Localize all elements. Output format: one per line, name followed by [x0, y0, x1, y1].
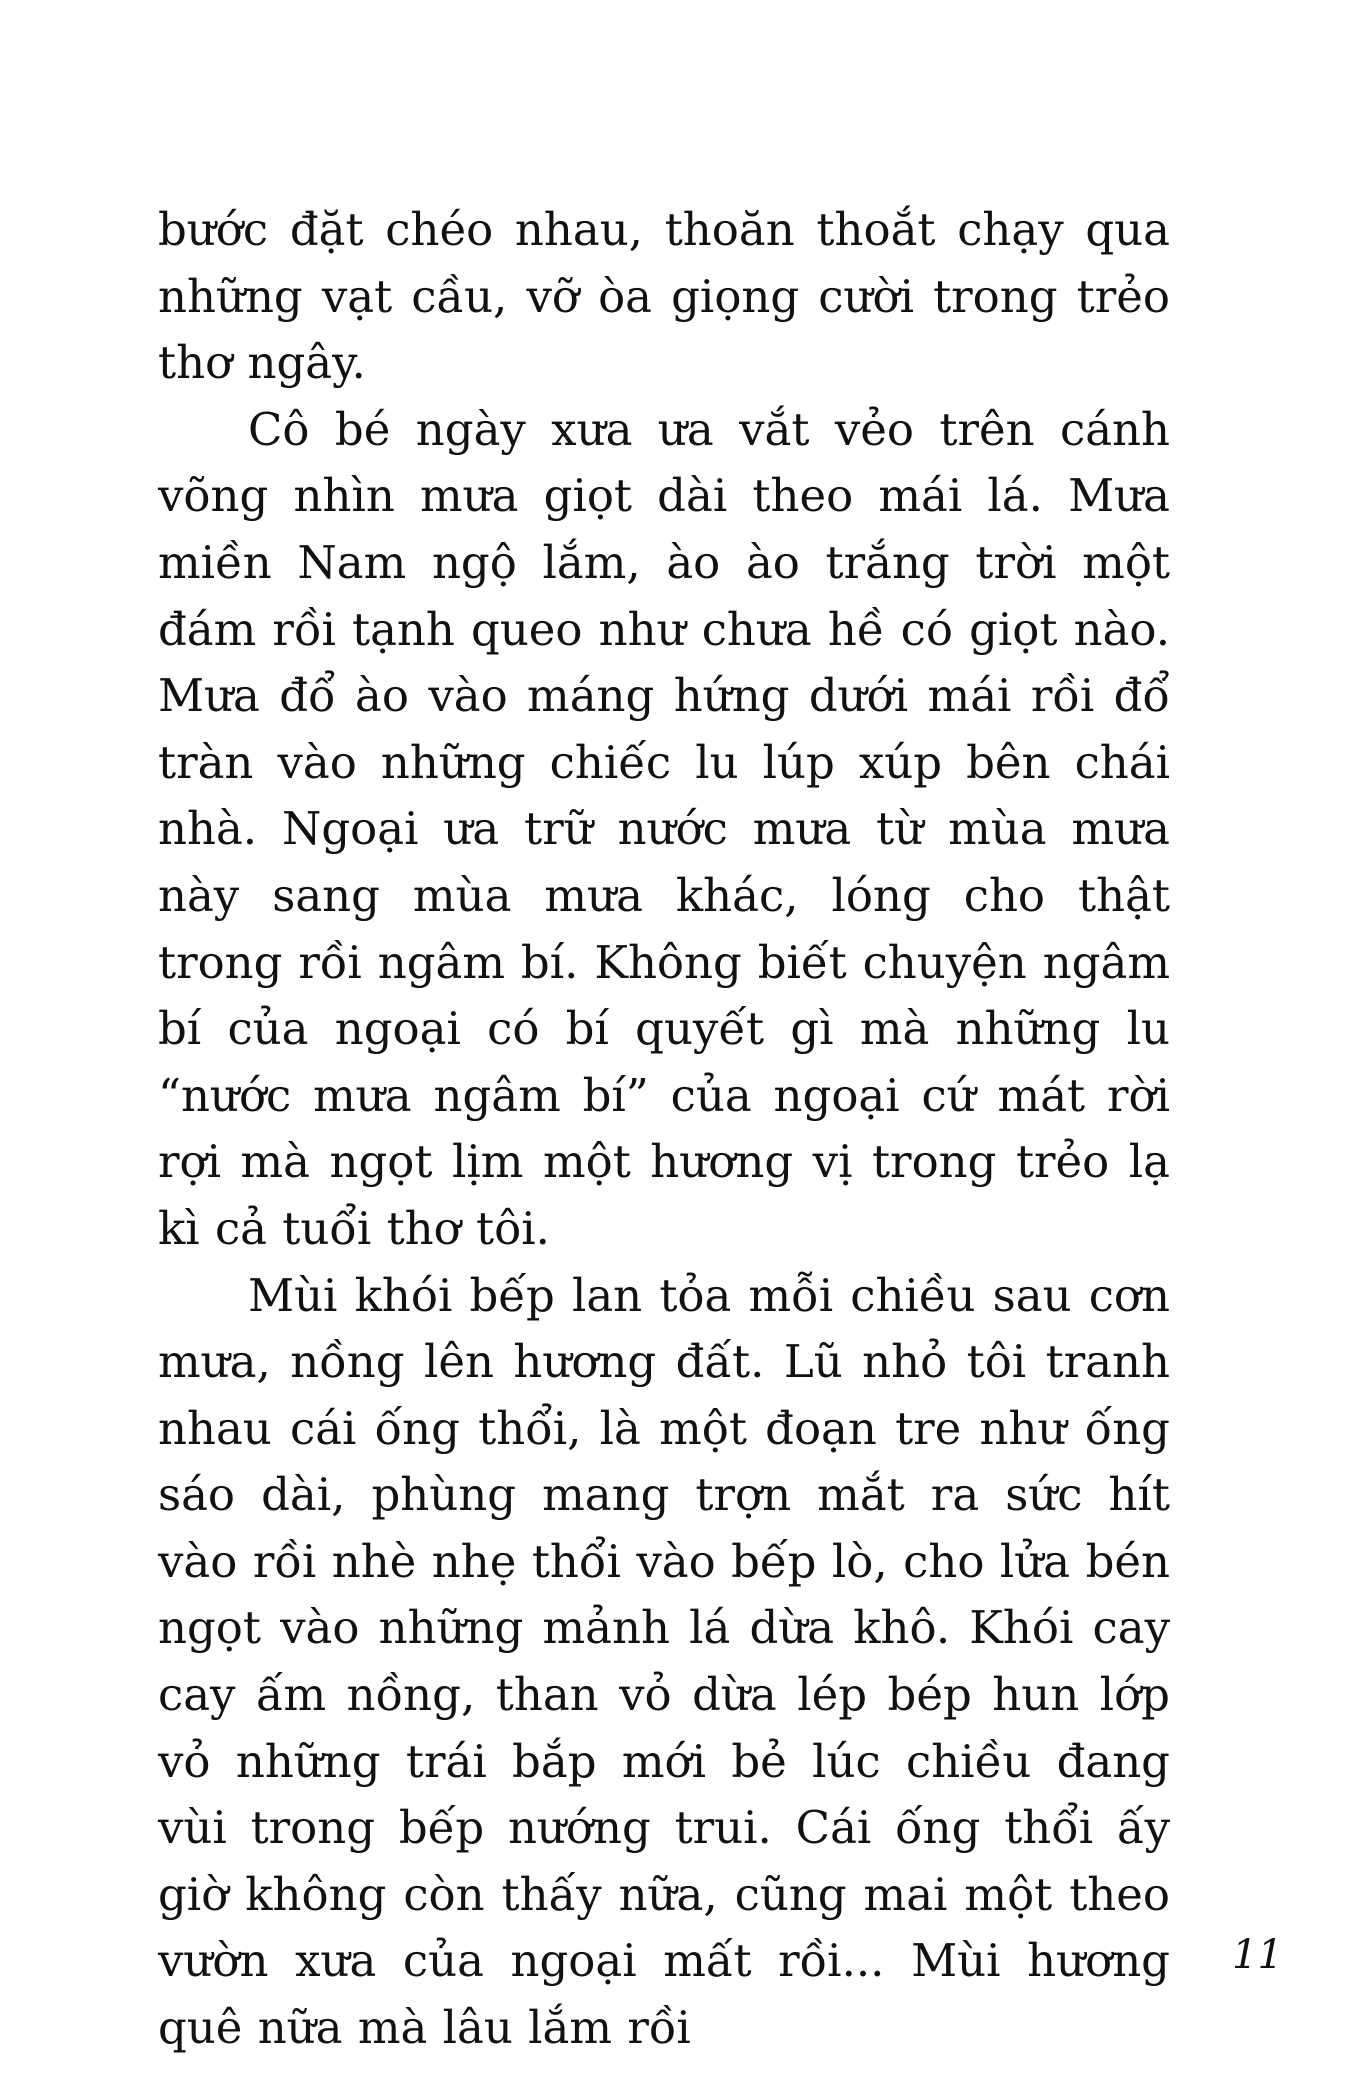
page-number: 11	[1232, 1932, 1283, 1978]
body-text	[158, 197, 1170, 2062]
paragraph-kitchen-smoke: Mùi khói bếp lan tỏa mỗi chiều sau cơn mưa, nồng lên hương đất. Lũ nhỏ tôi tranh nhau cái ống thổi, là một đoạn tre như ống sáo dài, phùng mang trợn mắt ra sức hít vào rồi nhè nhẹ thổi vào bếp lò, cho lửa bén ngọt vào những mảnh lá dừa khô. Khói cay cay ấm nồng, than vỏ dừa lép bép hun lớp vỏ những trái bắp mới bẻ lúc chiều đang vùi trong bếp nướng trui. Cái ống thổi ấy giờ không còn thấy nữa, cũng mai một theo vườn xưa của ngoại mất rồi... Mùi hương quê nữa mà lâu lắm rồi	[158, 1268, 1170, 2055]
paragraph-rain: Cô bé ngày xưa ưa vắt vẻo trên cánh võng nhìn mưa giọt dài theo mái lá. Mưa miền Nam ngộ lắm, ào ào trắng trời một đám rồi tạnh queo như chưa hề có giọt nào. Mưa đổ ào vào máng hứng dưới mái rồi đổ tràn vào những chiếc lu lúp xúp bên chái nhà. Ngoại ưa trữ nước mưa từ mùa mưa này sang mùa mưa khác, lóng cho thật trong rồi ngâm bí. Không biết chuyện ngâm bí của ngoại có bí quyết gì mà những lu “nước mưa ngâm bí” của ngoại cứ mát rời rợi mà ngọt lịm một hương vị trong trẻo lạ kì cả tuổi thơ tôi.	[158, 402, 1170, 1255]
paragraph-continued: bước đặt chéo nhau, thoăn thoắt chạy qua những vạt cầu, vỡ òa giọng cười trong trẻo thơ ngây.	[158, 203, 1170, 390]
